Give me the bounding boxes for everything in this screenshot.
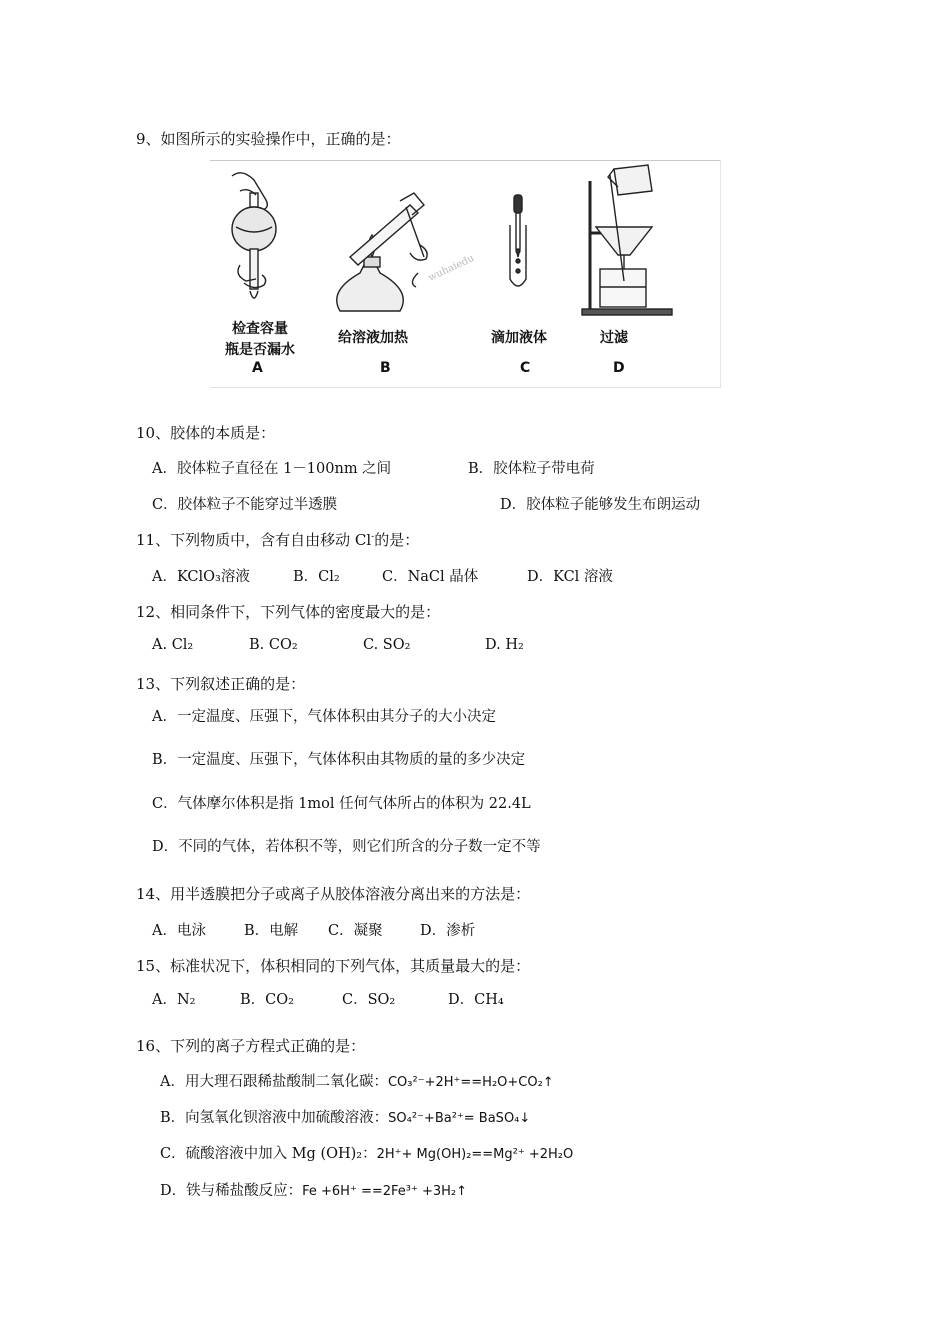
question-11-option-d: D．KCl 溶液 [527,569,613,585]
alcohol-lamp-heating-icon [337,193,477,311]
filtration-funnel-icon [582,165,672,315]
lab-operations-figure [210,160,721,388]
question-11-option-a: A．KClO₃溶液 [152,569,250,585]
question-16-option-d [160,1179,467,1200]
question-16-option-c-equation: 2H⁺+ Mg(OH)₂==Mg²⁺ +2H₂O [376,1147,574,1162]
figure-caption-d-line1: 过滤 [600,330,628,346]
dropper-test-tube-icon [510,195,526,286]
question-15-option-b: B．CO₂ [240,992,294,1008]
figure-caption-c-letter: C [520,360,531,376]
question-11-option-c: C．NaCl 晶体 [382,569,479,585]
question-15-stem: 15、标准状况下，体积相同的下列气体，其质量最大的是： [136,957,531,975]
figure-caption-a-line1: 检查容量 [232,321,288,337]
figure-caption-a-letter: A [252,360,263,376]
question-10-option-a: A．胶体粒子直径在 1－100nm 之间 [152,461,392,477]
figure-caption-d-letter: D [613,360,625,376]
question-13-option-c: C．气体摩尔体积是指 1mol 任何气体所占的体积为 22.4L [152,796,531,812]
question-16-option-c [160,1142,573,1163]
question-14-option-c: C．凝聚 [328,923,383,939]
question-16-option-a [160,1070,554,1091]
question-10-stem: 10、胶体的本质是： [136,424,276,442]
question-14-option-d: D．渗析 [420,923,476,939]
question-14-stem: 14、用半透膜把分子或离子从胶体溶液分离出来的方法是： [136,885,531,903]
figure-caption-b-line1: 给溶液加热 [338,330,408,346]
volumetric-flask-icon [232,173,276,298]
question-13-option-a: A．一定温度、压强下，气体体积由其分子的大小决定 [152,709,496,725]
question-16-option-d-equation: Fe +6H⁺ ==2Fe³⁺ +3H₂↑ [302,1184,468,1199]
question-11-option-b: B．Cl₂ [293,569,340,585]
question-13-stem: 13、下列叙述正确的是： [136,675,306,693]
question-12-option-c: C. SO₂ [363,637,411,653]
question-11-stem-text: 11、下列物质中，含有自由移动 Cl [136,531,372,549]
question-13-option-d: D．不同的气体，若体积不等，则它们所含的分子数一定不等 [152,839,541,855]
question-16-option-b [160,1106,530,1127]
question-9-stem: 9、如图所示的实验操作中，正确的是： [136,130,401,148]
question-16-option-a-equation: CO₃²⁻+2H⁺==H₂O+CO₂↑ [387,1075,554,1090]
question-16-option-b-text: B．向氢氧化钡溶液中加硫酸溶液： [160,1110,389,1126]
question-14-option-a: A．电泳 [152,923,206,939]
figure-caption-a-line2: 瓶是否漏水 [225,342,295,358]
question-10-option-b: B．胶体粒子带电荷 [468,461,595,477]
question-12-option-a: A. Cl₂ [152,637,194,653]
question-16-stem: 16、下列的离子方程式正确的是： [136,1037,366,1055]
question-10-option-d: D．胶体粒子能够发生布朗运动 [500,497,701,513]
figure-caption-c-line1: 滴加液体 [491,330,547,346]
question-12-option-d: D. H₂ [485,637,524,653]
question-12-option-b: B. CO₂ [249,637,298,653]
question-16-option-a-text: A．用大理石跟稀盐酸制二氧化碳： [160,1074,388,1090]
question-11-stem-tail: 的是： [374,531,420,549]
question-11-stem-sup: - [371,532,375,542]
question-15-option-a: A．N₂ [152,992,196,1008]
question-14-option-b: B．电解 [244,923,299,939]
question-16-option-d-text: D．铁与稀盐酸反应： [160,1183,303,1199]
question-10-option-c: C．胶体粒子不能穿过半透膜 [152,497,338,513]
question-15-option-c: C．SO₂ [342,992,396,1008]
question-11-stem [136,529,419,550]
svg-text:wuhaiedu: wuhaiedu [426,252,477,284]
question-16-option-c-text: C．硫酸溶液中加入 Mg (OH)₂： [160,1146,377,1162]
question-12-stem: 12、相同条件下，下列气体的密度最大的是： [136,603,441,621]
question-16-option-b-equation: SO₄²⁻+Ba²⁺= BaSO₄↓ [388,1111,531,1126]
question-13-option-b: B．一定温度、压强下，气体体积由其物质的量的多少决定 [152,752,526,768]
figure-caption-b-letter: B [380,360,391,376]
question-15-option-d: D．CH₄ [448,992,504,1008]
